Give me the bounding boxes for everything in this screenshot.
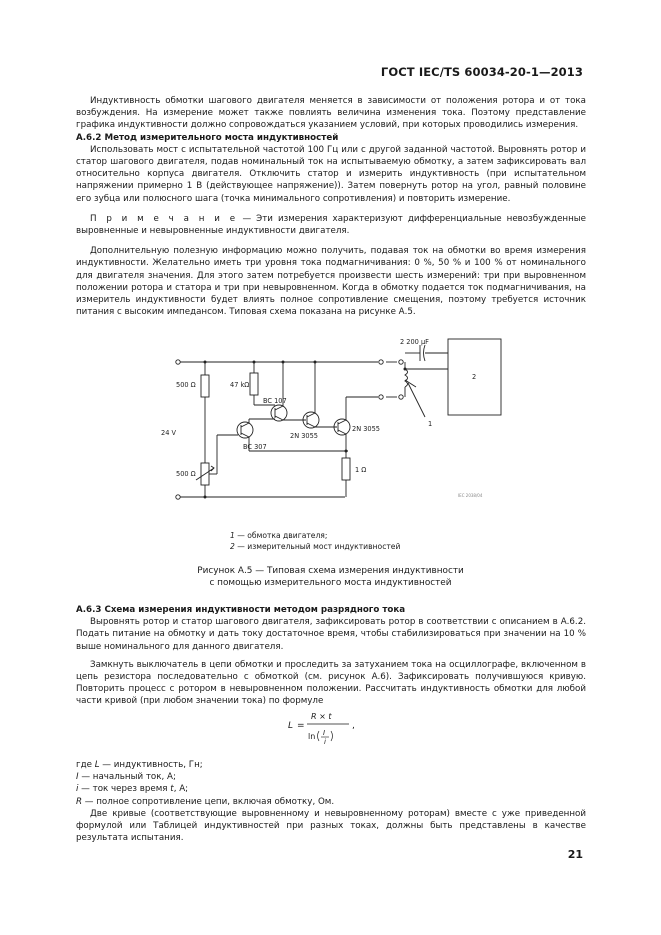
page-number: 21: [567, 848, 583, 861]
section-a63-heading: А.6.3 Схема измерения индуктивности методом разрядного тока: [76, 605, 406, 615]
label-2n3055-middle: 2N 3055: [290, 432, 319, 440]
label-capacitor: 2 200 µF: [400, 338, 429, 346]
legend-item-1: 1 — обмотка двигателя;: [230, 531, 328, 540]
section-a62-heading: А.6.2 Метод измерительного моста индуктивностей: [76, 132, 339, 143]
formula-numerator: R × t: [311, 712, 332, 721]
intro-paragraph: Индуктивность обмотки шагового двигателя меняется в зависимости от положения ротора и от тока возбуждения. На измерение может также повлиять величина изменения тока. Поэтому представление графика индуктивности должно сопровождаться указанием условий, при которых проводились измерения.: [76, 96, 586, 131]
formula-tail: ,: [352, 721, 355, 731]
label-bc307: BC 307: [243, 443, 267, 451]
label-bc107: BC 107: [263, 397, 287, 405]
note-paragraph: [76, 213, 586, 237]
section-a63-paragraph-1: Выровнять ротор и статор шагового двигателя, зафиксировать ротор в соответствии с описанием в А.6.2. Подать питание на обмотку и дать току достаточное время, чтобы стабилизироваться при значении на 10 % выше номинального для данного двигателя.: [76, 617, 586, 652]
formula-ln: ln: [308, 732, 316, 741]
label-potentiometer: 500 Ω: [176, 470, 196, 478]
label-2n3055-right: 2N 3055: [352, 425, 381, 433]
figure-caption-line-2: с помощью измерительного моста индуктивностей: [209, 578, 452, 588]
label-watermark: IEC 2038/04: [458, 493, 483, 498]
inductance-formula: [286, 706, 396, 748]
svg-text:=: =: [297, 721, 305, 731]
formula-frac-denominator: i: [324, 738, 326, 746]
section-a63-paragraph-2: Замкнуть выключатель в цепи обмотки и проследить за затуханием тока на осциллографе, включенном в цепь резистора последовательно с обмоткой (см. рисунок А.6). Зафиксировать получившуюся кривую. Повторить процесс с ротором в невыровненном положении. Рассчитать индуктивность обмотки для любой части кривой (при любом значении тока) по формуле: [76, 659, 586, 707]
circuit-diagram: [150, 325, 530, 510]
section-a62-paragraph-1: Использовать мост с испытательной частотой 100 Гц или с другой заданной частотой. Выровнять ротор и статор шагового двигателя, подав номинальный ток на испытываемую обмотку, а затем зафиксировать вал относительно корпуса двигателя. Отключить статор и измерить индуктивность (при испытательном напряжении примерно 1 В (действующее напряжение)). Затем повернуть ротор на угол, равный половине его зубца или полюсного шага (точка минимального сопротивления) и повторить измерение.: [76, 144, 586, 204]
label-resistor-1ohm: 1 Ω: [355, 466, 367, 474]
label-voltage: 24 V: [161, 429, 176, 437]
note-text: — Эти измерения характеризуют дифференциальные невозбужденные выровненные и невыровненные индуктивности двигателя.: [76, 213, 586, 237]
formula-frac-numerator: I: [323, 729, 326, 737]
text-block-definitions: [76, 759, 586, 844]
definition-R: R — полное сопротивление цепи, включая обмотку, Ом.: [76, 796, 335, 807]
closing-paragraph: Две кривые (соответствующие выровненному и невыровненному роторам) вместе с уже приведенной формулой или Таблицей индуктивностей при разных токах, должны быть представлены в качестве результата испытания.: [76, 808, 586, 844]
document-header: ГОСТ IEC/TS 60034-20-1—2013: [380, 65, 583, 79]
definition-L: где L — индуктивность, Гн;: [76, 760, 203, 770]
definition-I: I — начальный ток, А;: [76, 772, 176, 783]
label-winding-pointer: 1: [428, 420, 433, 428]
definition-i: i — ток через время t, А;: [76, 784, 189, 795]
note-label: П р и м е ч а н и е: [90, 213, 238, 224]
label-resistor-47k: 47 kΩ: [230, 381, 250, 389]
label-resistor-500-top: 500 Ω: [176, 381, 196, 389]
legend-item-2: 2 — измерительный мост индуктивностей: [230, 542, 401, 551]
text-block-top: [76, 95, 586, 318]
formula-lhs: L: [288, 721, 294, 731]
text-block-a63: [76, 604, 586, 708]
figure-caption-line-1: Рисунок А.5 — Типовая схема измерения индуктивности: [197, 566, 464, 576]
label-bridge-box: 2: [472, 373, 477, 381]
section-a62-paragraph-2: Дополнительную полезную информацию можно получить, подавая ток на обмотки во время измерения индуктивности. Желательно иметь три уровня тока подмагничивания: 0 %, 50 % и 100 % от номинального для двигателя значения. Для этого затем потребуется произвести шесть измерений: три при выровненном положении ротора и статора и три при невыровненном. Когда в обмотку подается ток подмагничивания, на измеритель индуктивности будет влиять полное сопротивление смещения, поэтому требуется источник питания с высоким импедансом. Типовая схема показана на рисунке А.5.: [76, 246, 586, 318]
